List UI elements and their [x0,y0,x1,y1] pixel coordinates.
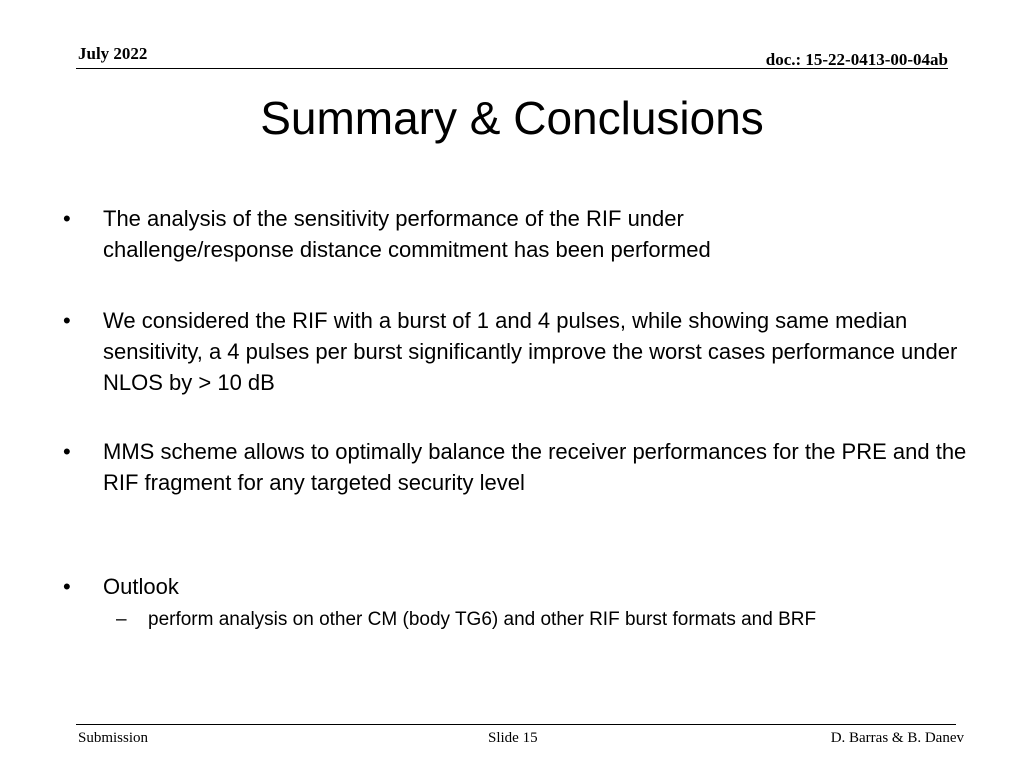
slide-title: Summary & Conclusions [260,92,764,144]
sub-bullet-item [116,607,968,633]
footer-slide-number: Slide 15 [488,730,538,746]
header-date: July 2022 [78,44,148,63]
sub-bullet-text: perform analysis on other CM (body TG6) and other RIF burst formats and BRF [148,609,817,630]
bullet-text: We considered the RIF with a burst of 1 and 4 pulses, while showing same median sensitivity, a 4 pulses per burst significantly improve the worst cases performance under NLOS by > 10 dB [103,308,958,395]
bullet-item-1 [63,203,803,265]
bullet-item-4 [63,571,803,602]
bullet-item-3 [63,436,973,498]
footer-authors: D. Barras & B. Danev [830,730,964,746]
bullet-item-2 [63,305,963,398]
dash-icon: – [116,609,127,630]
bullet-dot-icon: • [63,439,71,464]
footer-submission: Submission [78,730,149,746]
bullet-text: MMS scheme allows to optimally balance the receiver performances for the PRE and the RIF fragment for any targeted security level [103,439,967,495]
header-doc-id: doc.: 15-22-0413-00-04ab [765,50,948,69]
bullet-text: Outlook [103,574,179,599]
bullet-dot-icon: • [63,574,71,599]
bullet-dot-icon: • [63,206,71,231]
header-divider [76,68,948,69]
footer-divider [76,724,956,725]
bullet-dot-icon: • [63,308,71,333]
bullet-text: The analysis of the sensitivity performance of the RIF under challenge/response distance commitment has been performed [103,206,711,262]
